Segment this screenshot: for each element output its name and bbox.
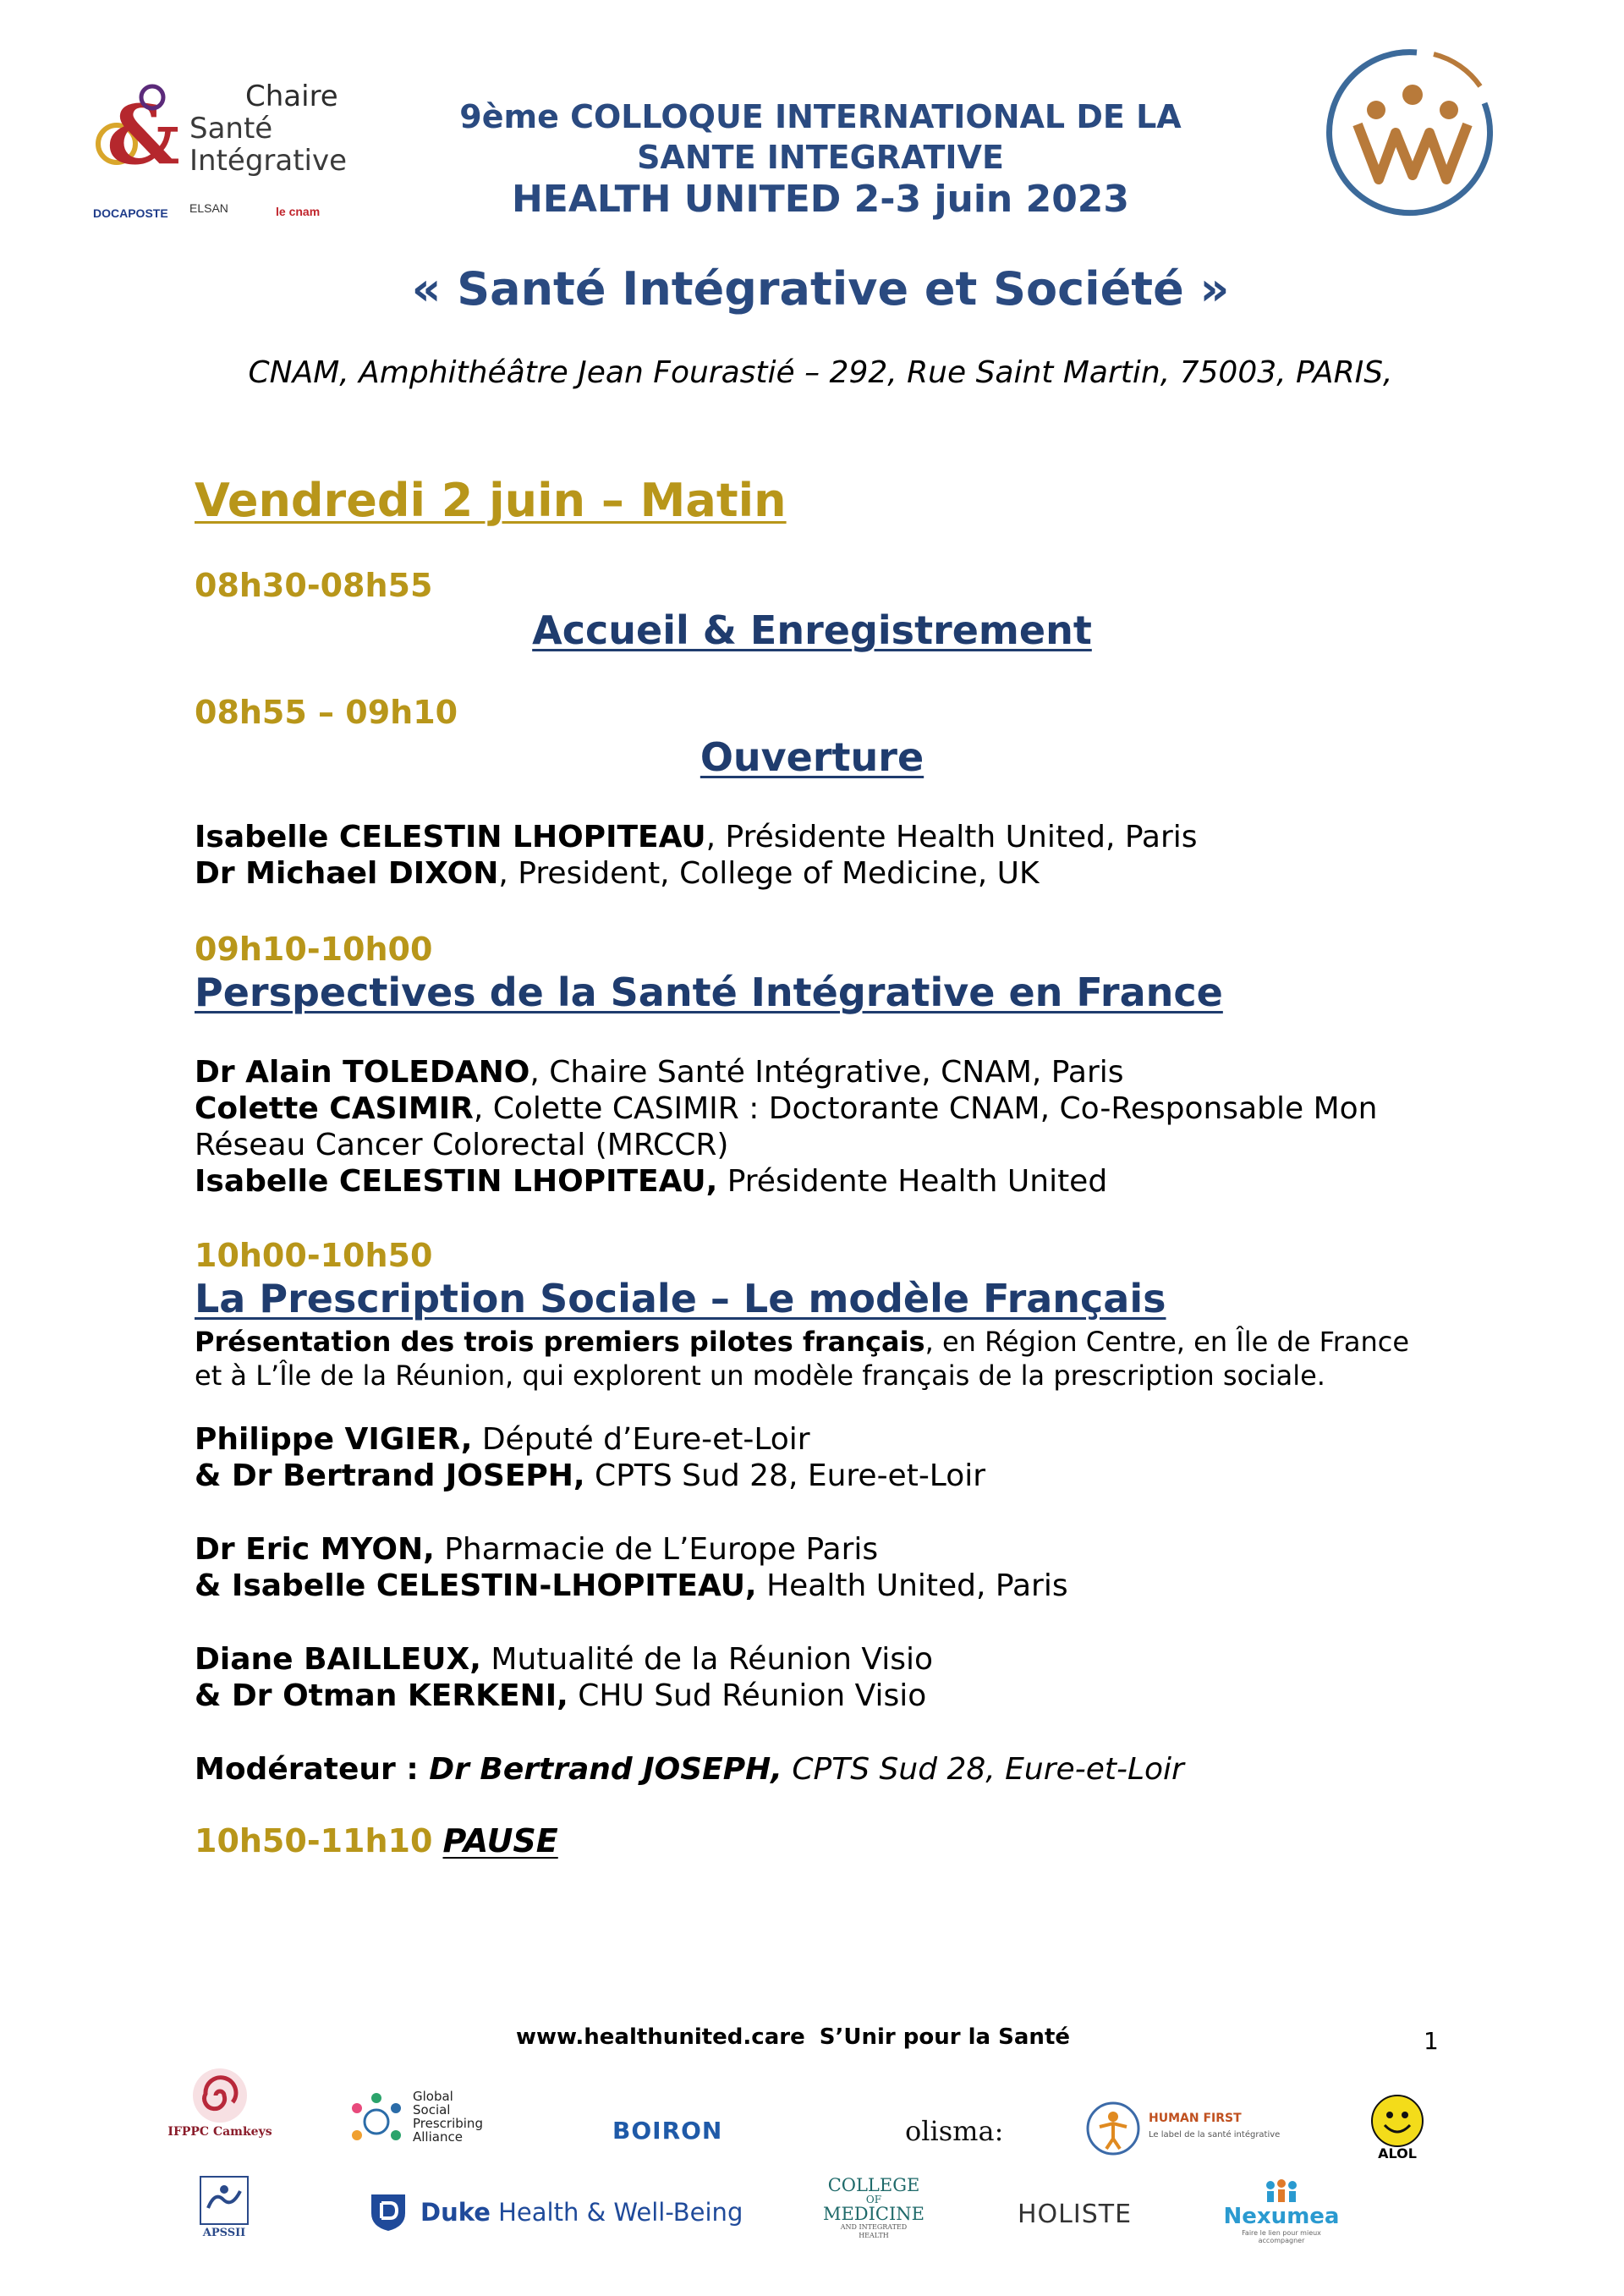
s4-description-cont: et à L’Île de la Réunion, qui explorent un modèle français de la prescription sociale. [195,1359,1325,1392]
ifppc-logo: IFPPC Camkeys [161,2063,279,2156]
s2-speaker-1: Isabelle CELESTIN LHOPITEAU, Présidente Health United, Paris [195,820,1198,854]
s4-speaker-d: & Isabelle CELESTIN-LHOPITEAU, Health United, Paris [195,1568,1068,1603]
humanfirst-circle-icon [1084,2100,1142,2157]
s3-speaker-2-cont: Réseau Cancer Colorectal (MRCCR) [195,1128,729,1162]
page-number: 1 [1424,2027,1439,2055]
s4-speaker-b: & Dr Bertrand JOSEPH, CPTS Sud 28, Eure-et-Loir [195,1458,986,1493]
olisma-logo: olisma: [905,2115,1004,2147]
spiral-icon [190,2066,250,2125]
venue: CNAM, Amphithéâtre Jean Fourastié – 292, Rue Saint Martin, 75003, PARIS, [248,355,1393,390]
s2-speaker-2: Dr Michael DIXON, President, College of Medicine, UK [195,856,1040,891]
boiron-logo: BOIRON [612,2117,723,2145]
s4-title: La Prescription Sociale – Le modèle Français [195,1276,1166,1321]
s4-description: Présentation des trois premiers pilotes français, en Région Centre, en Île de France [195,1326,1410,1358]
health-united-logo-icon [1315,36,1510,230]
chaire-logo-text: Chaire Santé Intégrative [189,80,348,178]
s3-title: Perspectives de la Santé Intégrative en France [195,969,1223,1015]
apssii-logo: APSSII [190,2174,258,2250]
smiley-icon [1369,2093,1425,2149]
s1-time: 08h30-08h55 [195,567,433,604]
college-of-medicine-logo: COLLEGE OF MEDICINE AND INTEGRATED HEALTH [822,2175,925,2239]
s3-speaker-2: Colette CASIMIR, Colette CASIMIR : Doctorante CNAM, Co-Responsable Mon [195,1091,1378,1126]
duke-shield-icon [370,2193,407,2232]
theme-title: « Santé Intégrative et Société » [411,262,1230,316]
pause: 10h50-11h10 PAUSE [195,1822,558,1859]
sponsor-logos [93,196,364,222]
s4-speaker-a: Philippe VIGIER, Député d’Eure-et-Loir [195,1422,810,1457]
header-line2: SANTE INTEGRATIVE [637,139,1004,176]
humanfirst-logo: HUMAN FIRST Le label de la santé intégrative [1084,2100,1304,2159]
holiste-logo: HOLISTE [1018,2200,1133,2229]
svg-text:&: & [107,87,180,178]
hands-icon [198,2174,250,2227]
header-line3: HEALTH UNITED 2-3 juin 2023 [511,178,1130,221]
footer-website-line: www.healthunited.care S’Unir pour la Santé [516,2024,1071,2050]
nexumea-logo: Nexumea Faire le lien pour mieux accompagner [1222,2178,1341,2255]
people-group-icon [1260,2178,1303,2204]
ampersand-logo-icon [91,80,184,178]
s4-time: 10h00-10h50 [195,1237,433,1274]
duke-logo: Duke Health & Well-Being [370,2191,725,2233]
alol-logo: ALOL [1363,2093,1431,2169]
s3-speaker-1: Dr Alain TOLEDANO, Chaire Santé Intégrative, CNAM, Paris [195,1055,1124,1090]
s2-title: Ouverture [700,734,924,780]
gspa-logo [347,2090,516,2149]
elsan-logo: ELSAN [189,201,228,215]
docaposte-logo: DOCAPOSTE [93,206,168,220]
cnam-logo: le cnam [276,205,321,218]
s4-speaker-f: & Dr Otman KERKENI, CHU Sud Réunion Visio [195,1678,927,1713]
globe-people-icon [347,2091,406,2147]
s4-speaker-e: Diane BAILLEUX, Mutualité de la Réunion Visio [195,1642,933,1677]
s4-speaker-c: Dr Eric MYON, Pharmacie de L’Europe Paris [195,1532,879,1567]
s1-title: Accueil & Enregistrement [532,607,1092,653]
s3-speaker-3: Isabelle CELESTIN LHOPITEAU, Présidente Health United [195,1164,1108,1199]
header-line1: 9ème COLLOQUE INTERNATIONAL DE LA [459,98,1182,135]
s3-time: 09h10-10h00 [195,931,433,968]
day-heading: Vendredi 2 juin – Matin [195,474,787,527]
s2-time: 08h55 – 09h10 [195,694,458,731]
chaire-logo [91,80,362,182]
gspa-text: Global Social Prescribing Alliance [413,2089,483,2145]
s4-moderator: Modérateur : Dr Bertrand JOSEPH, CPTS Sud 28, Eure-et-Loir [195,1752,1184,1787]
website-link[interactable]: www.healthunited.care [516,2024,805,2050]
